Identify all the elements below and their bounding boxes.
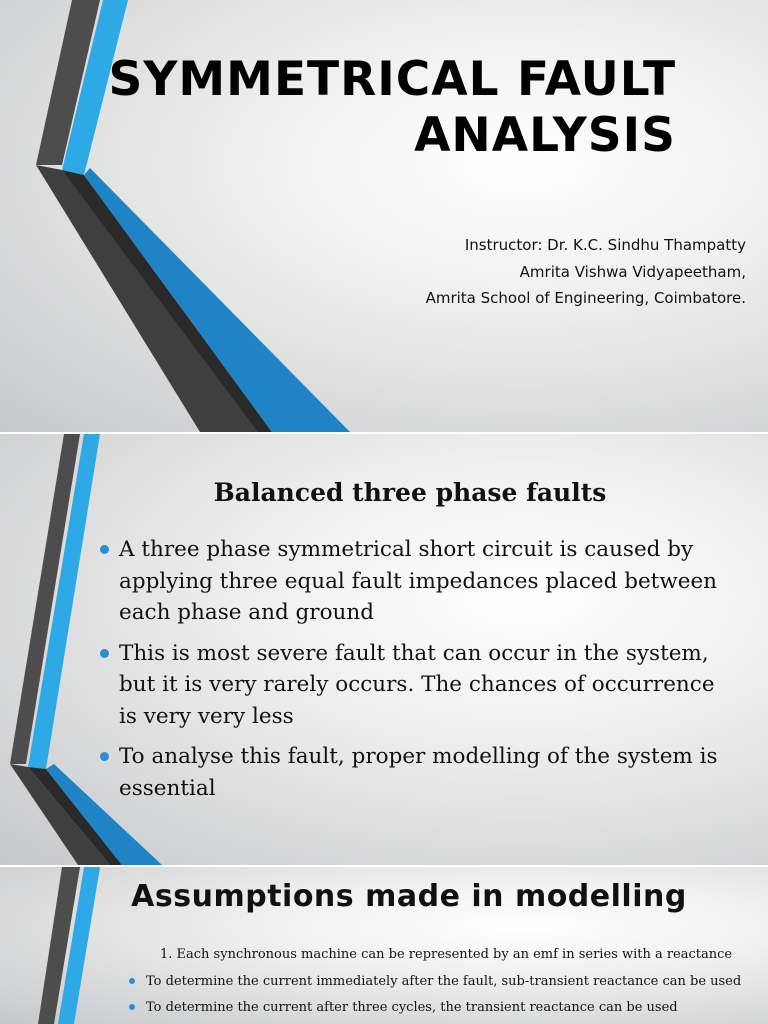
bullet-list — [98, 534, 738, 813]
university-text: Amrita Vishwa Vidyapeetham, — [519, 262, 746, 281]
bullet-list — [126, 973, 766, 1024]
bullet-icon — [129, 1004, 135, 1010]
school-text: Amrita School of Engineering, Coimbatore. — [425, 289, 746, 307]
title-line-2: ANALYSIS — [414, 108, 676, 163]
slide-title: Assumptions made in modelling — [131, 879, 687, 914]
slide-title: Balanced three phase faults — [213, 478, 607, 507]
instructor-text: Instructor: Dr. K.C. Sindhu Thampatty — [464, 236, 746, 254]
list-item: To determine the current immediately after the fault, sub-transient reactance can be used — [126, 973, 766, 991]
list-item: To determine the current after three cycles, the transient reactance can be used — [126, 999, 766, 1017]
bullet-icon — [100, 752, 109, 761]
author-info — [426, 232, 746, 312]
list-item: To analyse this fault, proper modelling of the system is essential — [98, 741, 738, 804]
balanced-faults-slide — [0, 434, 768, 865]
bullet-icon — [100, 649, 109, 658]
presentation-title — [36, 52, 676, 164]
list-item: This is most severe fault that can occur in the system, but it is very rarely occurs. The chances of occurrence is very very less — [98, 638, 738, 733]
title-slide — [0, 0, 768, 432]
bullet-icon — [100, 545, 109, 554]
bullet-icon — [129, 978, 135, 984]
numbered-item: 1. Each synchronous machine can be represented by an emf in series with a reactance — [160, 947, 733, 962]
list-item: A three phase symmetrical short circuit is caused by applying three equal fault impedances placed between each phase and ground — [98, 534, 738, 629]
title-line-1: SYMMETRICAL FAULT — [108, 52, 676, 107]
assumptions-slide — [0, 867, 768, 1024]
